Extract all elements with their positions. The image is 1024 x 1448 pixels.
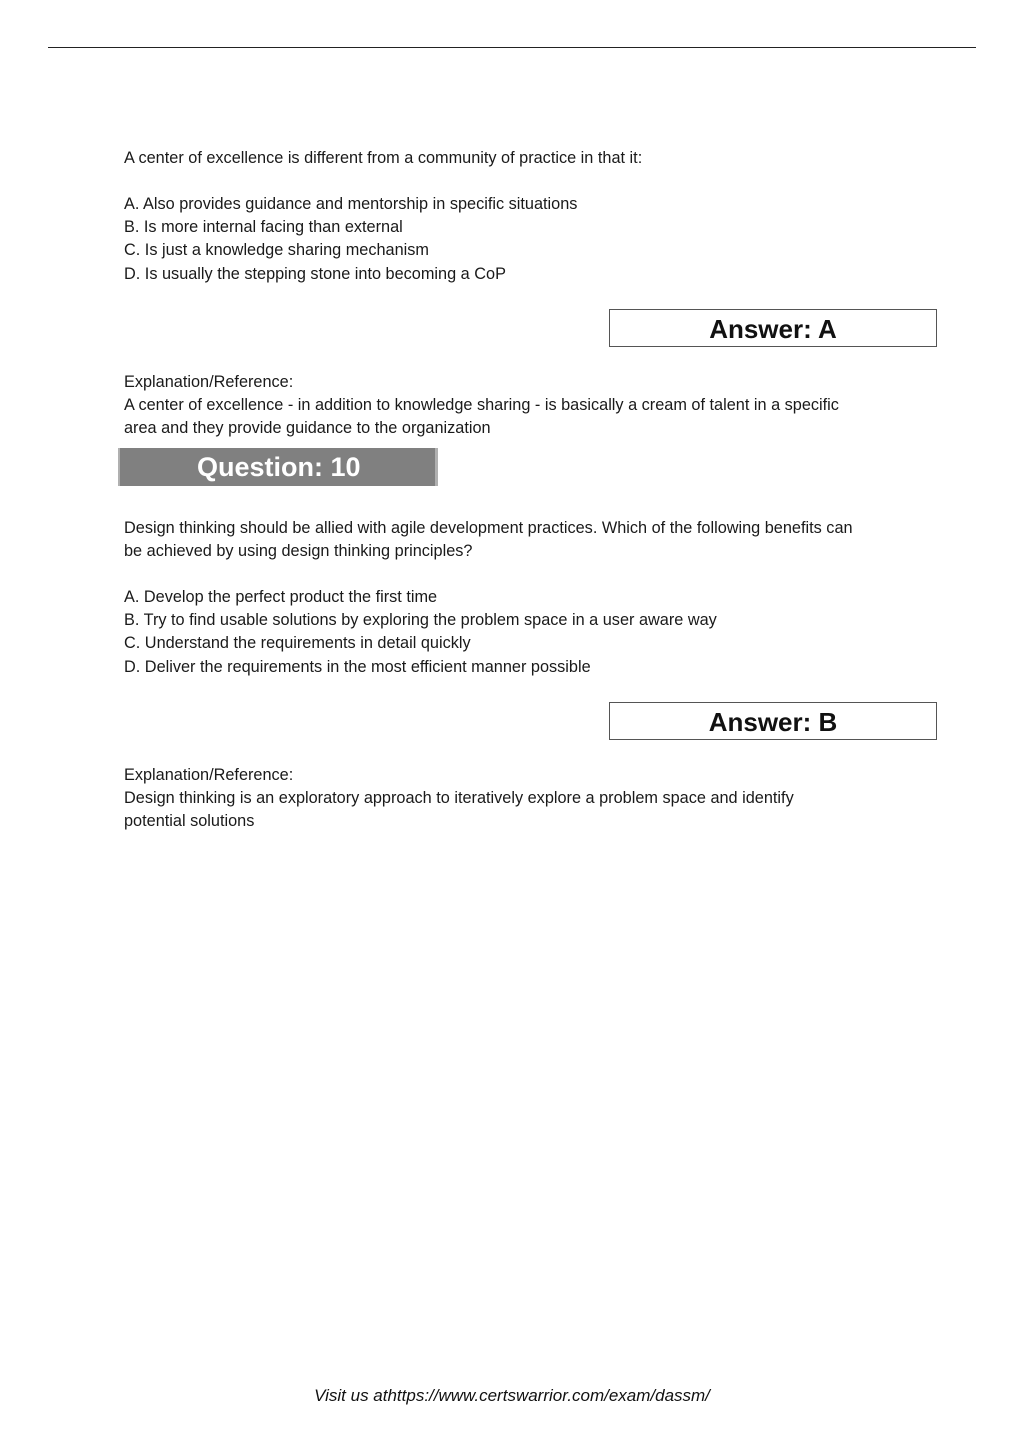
footer-link-text: Visit us athttps://www.certswarrior.com/exam/dassm/ <box>314 1386 710 1405</box>
question-9-explanation-label: Explanation/Reference: <box>124 373 294 391</box>
question-9-explanation-line-1: A center of excellence - in addition to knowledge sharing - is basically a cream of talent in a specific <box>124 396 839 415</box>
question-10-explanation-line-2: potential solutions <box>124 812 255 831</box>
question-9-option-a: A. Also provides guidance and mentorship in specific situations <box>124 195 578 213</box>
question-10-stem-line-1: Design thinking should be allied with agile development practices. Which of the following benefits can <box>124 519 853 537</box>
question-10-option-c: C. Understand the requirements in detail quickly <box>124 634 471 653</box>
question-10-stem-line-2: be achieved by using design thinking principles? <box>124 542 473 561</box>
question-10-option-a: A. Develop the perfect product the first time <box>124 588 438 606</box>
question-10-explanation-label: Explanation/Reference: <box>124 766 294 784</box>
header-rule <box>48 47 976 48</box>
question-10-options <box>124 586 924 679</box>
question-9-explanation <box>124 371 924 441</box>
question-9-explanation-line-2: area and they provide guidance to the organization <box>124 419 491 438</box>
question-10-banner <box>118 448 438 486</box>
question-10-banner-text: Question: 10 <box>197 452 361 482</box>
question-9-option-c: C. Is just a knowledge sharing mechanism <box>124 241 429 260</box>
question-10-option-b: B. Try to find usable solutions by exploring the problem space in a user aware way <box>124 611 717 630</box>
question-10-answer-box <box>609 702 937 740</box>
question-9-option-d: D. Is usually the stepping stone into becoming a CoP <box>124 264 506 283</box>
question-10-option-d: D. Deliver the requirements in the most efficient manner possible <box>124 657 591 676</box>
question-9-answer-box <box>609 309 937 347</box>
question-9-option-b: B. Is more internal facing than external <box>124 218 403 237</box>
question-10-explanation-line-1: Design thinking is an exploratory approach to iteratively explore a problem space and identify <box>124 789 794 808</box>
question-10-stem <box>124 517 924 563</box>
question-9-answer-text: Answer: A <box>709 314 837 344</box>
question-9-stem <box>124 147 924 170</box>
question-10-answer-text: Answer: B <box>708 707 838 737</box>
question-9-stem-text: A center of excellence is different from a community of practice in that it: <box>124 149 643 167</box>
question-10-explanation <box>124 764 924 834</box>
question-9-options <box>124 193 924 286</box>
